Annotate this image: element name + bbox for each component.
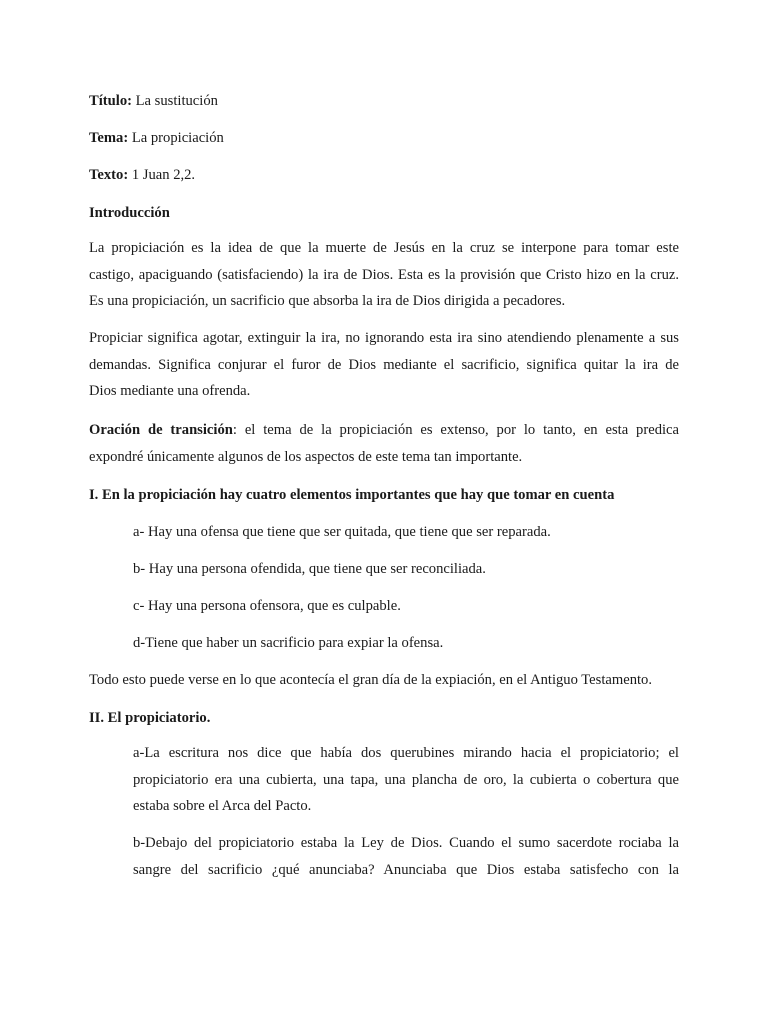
- section-1-item-b: b- Hay una persona ofendida, que tiene que ser reconciliada.: [133, 561, 486, 577]
- intro-paragraph-1: [89, 235, 679, 315]
- section-1-item-a: a- Hay una ofensa que tiene que ser quitada, que tiene que ser reparada.: [133, 524, 551, 540]
- titulo-line: [89, 93, 218, 110]
- transicion-line-1: [89, 417, 679, 444]
- document-page: [89, 0, 679, 1024]
- texto-value: 1 Juan 2,2.: [131, 167, 196, 183]
- intro-p1-line-2: castigo, apaciguando (satisfaciendo) la ira de Dios. Esta es la provisión que Cristo hizo en la cruz.: [89, 266, 679, 283]
- intro-p2-line-1: Propiciar significa agotar, extinguir la ira, no ignorando esta ira sino atendiendo plenamente a sus: [89, 330, 679, 346]
- tema-label: Tema:: [89, 130, 129, 146]
- section-1-item-c: c- Hay una persona ofensora, que es culpable.: [133, 598, 401, 614]
- section-2-b-line-2: sangre del sacrificio ¿qué anunciaba? Anunciaba que Dios estaba satisfecho con la: [133, 861, 679, 878]
- intro-paragraph-2: [89, 325, 679, 405]
- transicion-label: Oración de transición: [89, 422, 233, 438]
- section-2-item-a: [133, 740, 679, 820]
- section-2-a-line-3: estaba sobre el Arca del Pacto.: [133, 798, 312, 814]
- section-1-item-d: d-Tiene que haber un sacrificio para expiar la ofensa.: [133, 635, 444, 651]
- transicion-line-2: expondré únicamente algunos de los aspectos de este tema tan importante.: [89, 448, 523, 465]
- section-2-heading: II. El propiciatorio.: [89, 710, 211, 726]
- section-2-item-b: [133, 830, 679, 883]
- section-2-b-line-1: b-Debajo del propiciatorio estaba la Ley de Dios. Cuando el sumo sacerdote rociaba la: [133, 835, 679, 851]
- texto-label: Texto:: [89, 167, 129, 183]
- tema-value: La propiciación: [131, 130, 224, 146]
- titulo-label: Título:: [89, 93, 132, 109]
- introduccion-heading: Introducción: [89, 205, 170, 221]
- texto-line: [89, 167, 195, 184]
- section-2-a-line-1: a-La escritura nos dice que había dos querubines mirando hacia el propiciatorio; el: [133, 745, 679, 761]
- titulo-value: La sustitución: [135, 93, 218, 109]
- transicion-line-1-text: : el tema de la propiciación es extenso, por lo tanto, en esta predica: [232, 422, 679, 438]
- section-1-heading: I. En la propiciación hay cuatro elementos importantes que hay que tomar en cuenta: [89, 487, 615, 503]
- intro-p1-line-1: La propiciación es la idea de que la muerte de Jesús en la cruz se interpone para tomar este: [89, 240, 679, 256]
- section-2-a-line-2: propiciatorio era una cubierta, una tapa, una plancha de oro, la cubierta o cobertura que: [133, 771, 679, 788]
- intro-p2-line-2: demandas. Significa conjurar el furor de Dios mediante el sacrificio, significa quitar la ira de: [89, 356, 679, 373]
- tema-line: [89, 130, 224, 147]
- transicion-paragraph: [89, 417, 679, 470]
- intro-p2-line-3: Dios mediante una ofrenda.: [89, 383, 251, 399]
- intro-p1-line-3: Es una propiciación, un sacrificio que absorba la ira de Dios dirigida a pecadores.: [89, 293, 566, 309]
- section-1-summary: Todo esto puede verse en lo que acontecía el gran día de la expiación, en el Antiguo Testamento.: [89, 672, 652, 688]
